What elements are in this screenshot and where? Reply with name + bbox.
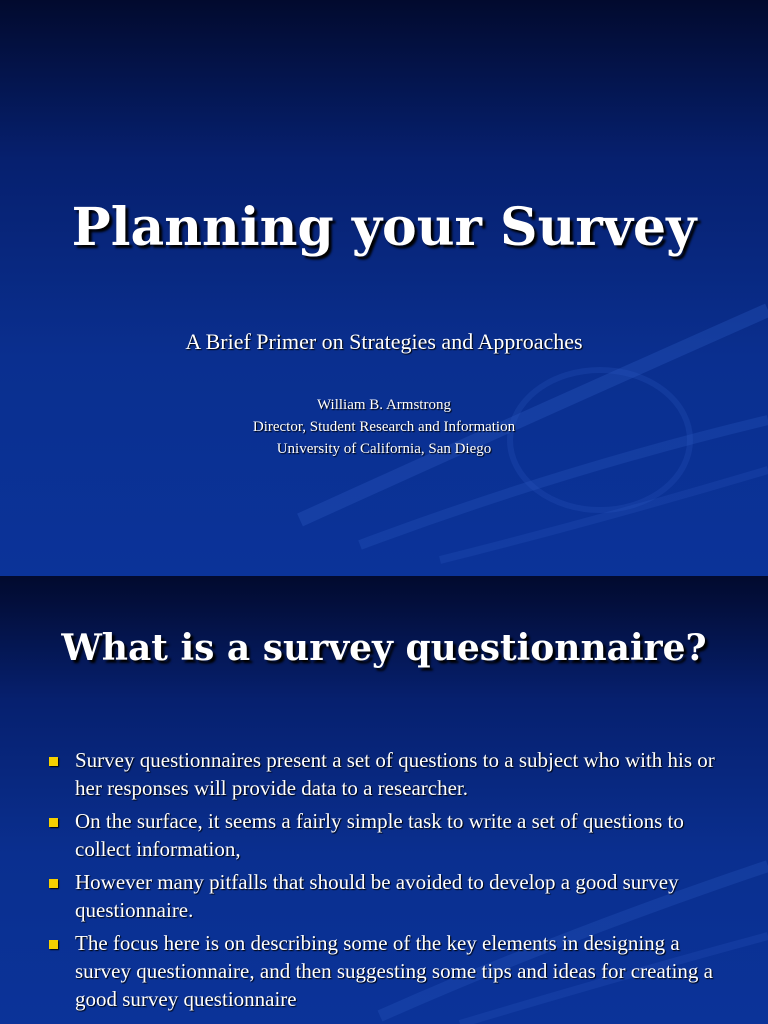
bullet-text: However many pitfalls that should be avoided to develop a good survey questionnaire. [75,870,679,922]
bullet-item [46,929,736,1013]
author-block [0,394,768,460]
bullet-list [46,746,736,1018]
slide-subtitle: A Brief Primer on Strategies and Approaches [185,329,583,354]
author-position: Director, Student Research and Information [252,419,516,435]
bullet-item [46,746,736,802]
square-bullet-icon [49,940,58,949]
bullet-item [46,868,736,924]
author-name: William B. Armstrong [317,397,451,413]
square-bullet-icon [49,818,58,827]
bullet-item [46,807,736,863]
bullet-text: Survey questionnaires present a set of questions to a subject who with his or her responses will provide data to a researcher. [75,748,715,800]
bullet-text: On the surface, it seems a fairly simple task to write a set of questions to collect information, [75,809,684,861]
author-organization: University of California, San Diego [276,441,492,457]
slide-heading: What is a survey questionnaire? [61,627,707,669]
bullet-text: The focus here is on describing some of the key elements in designing a survey questionnaire, and then suggesting some tips and ideas for creating a good survey questionnaire [75,931,713,1011]
square-bullet-icon [49,879,58,888]
square-bullet-icon [49,757,58,766]
slide-title-heading: Planning your Survey [71,197,697,258]
